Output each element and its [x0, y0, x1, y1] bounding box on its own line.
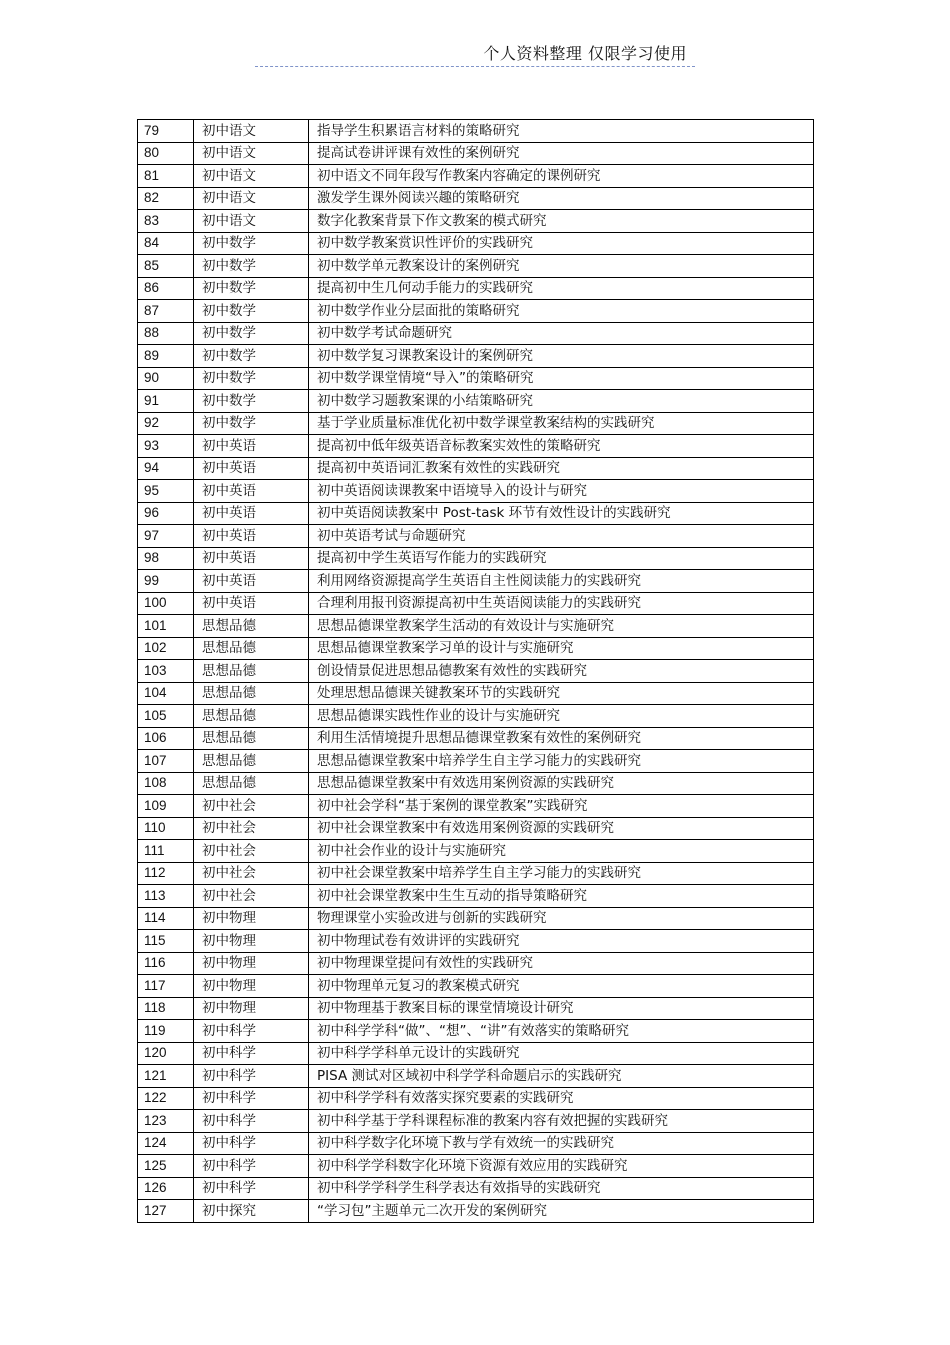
row-subject: 初中科学 — [194, 1087, 309, 1110]
table-row — [138, 1132, 814, 1155]
row-subject: 初中英语 — [194, 435, 309, 458]
row-title: 思想品德课堂教案学习单的设计与实施研究 — [309, 637, 814, 660]
row-number: 102 — [138, 637, 194, 660]
row-subject: 初中英语 — [194, 592, 309, 615]
row-subject: 初中语文 — [194, 120, 309, 143]
table-row — [138, 345, 814, 368]
table-row — [138, 975, 814, 998]
row-number: 101 — [138, 615, 194, 638]
row-subject: 初中科学 — [194, 1065, 309, 1088]
row-subject: 初中数学 — [194, 345, 309, 368]
row-title: 初中英语阅读教案中 Post-task 环节有效性设计的实践研究 — [309, 502, 814, 525]
table-row — [138, 255, 814, 278]
row-subject: 初中探究 — [194, 1200, 309, 1223]
row-title: 提高初中英语词汇教案有效性的实践研究 — [309, 457, 814, 480]
table-body — [138, 120, 814, 1223]
row-title: 初中科学学科“做”、“想”、“讲”有效落实的策略研究 — [309, 1020, 814, 1043]
row-subject: 初中语文 — [194, 187, 309, 210]
row-subject: 初中数学 — [194, 412, 309, 435]
row-subject: 初中科学 — [194, 1042, 309, 1065]
row-title: 初中社会学科“基于案例的课堂教案”实践研究 — [309, 795, 814, 818]
row-title: 初中物理基于教案目标的课堂情境设计研究 — [309, 997, 814, 1020]
row-title: 初中数学单元教案设计的案例研究 — [309, 255, 814, 278]
row-title: 初中数学考试命题研究 — [309, 322, 814, 345]
row-number: 124 — [138, 1132, 194, 1155]
table-row — [138, 412, 814, 435]
row-number: 117 — [138, 975, 194, 998]
row-title: 思想品德课实践性作业的设计与实施研究 — [309, 705, 814, 728]
row-subject: 初中物理 — [194, 997, 309, 1020]
row-subject: 初中社会 — [194, 885, 309, 908]
row-number: 86 — [138, 277, 194, 300]
row-number: 107 — [138, 750, 194, 773]
table-row — [138, 772, 814, 795]
table-row — [138, 525, 814, 548]
row-number: 126 — [138, 1177, 194, 1200]
row-number: 82 — [138, 187, 194, 210]
row-title: 初中社会课堂教案中培养学生自主学习能力的实践研究 — [309, 862, 814, 885]
row-subject: 初中科学 — [194, 1177, 309, 1200]
row-subject: 初中英语 — [194, 547, 309, 570]
table-row — [138, 502, 814, 525]
table-row — [138, 570, 814, 593]
row-number: 87 — [138, 300, 194, 323]
row-title: 初中科学学科数字化环境下资源有效应用的实践研究 — [309, 1155, 814, 1178]
row-number: 95 — [138, 480, 194, 503]
table-row — [138, 817, 814, 840]
row-subject: 思想品德 — [194, 705, 309, 728]
row-subject: 初中科学 — [194, 1155, 309, 1178]
table-row — [138, 390, 814, 413]
row-subject: 初中社会 — [194, 795, 309, 818]
row-title: 思想品德课堂教案学生活动的有效设计与实施研究 — [309, 615, 814, 638]
table-row — [138, 277, 814, 300]
row-title: 初中数学习题教案课的小结策略研究 — [309, 390, 814, 413]
row-number: 115 — [138, 930, 194, 953]
table-row — [138, 435, 814, 458]
row-subject: 初中语文 — [194, 165, 309, 188]
row-number: 89 — [138, 345, 194, 368]
table-row — [138, 682, 814, 705]
row-subject: 初中数学 — [194, 367, 309, 390]
row-title: 数字化教案背景下作文教案的模式研究 — [309, 210, 814, 233]
row-title: 思想品德课堂教案中有效选用案例资源的实践研究 — [309, 772, 814, 795]
row-subject: 思想品德 — [194, 727, 309, 750]
table-row — [138, 120, 814, 143]
table-row — [138, 592, 814, 615]
row-number: 120 — [138, 1042, 194, 1065]
table-row — [138, 322, 814, 345]
row-number: 118 — [138, 997, 194, 1020]
row-title: 初中英语考试与命题研究 — [309, 525, 814, 548]
row-subject: 初中物理 — [194, 907, 309, 930]
row-title: 提高初中低年级英语音标教案实效性的策略研究 — [309, 435, 814, 458]
table-row — [138, 885, 814, 908]
row-number: 106 — [138, 727, 194, 750]
row-subject: 初中数学 — [194, 390, 309, 413]
row-number: 98 — [138, 547, 194, 570]
table-row — [138, 840, 814, 863]
table-row — [138, 210, 814, 233]
row-title: 思想品德课堂教案中培养学生自主学习能力的实践研究 — [309, 750, 814, 773]
row-subject: 思想品德 — [194, 772, 309, 795]
row-title: 初中物理课堂提问有效性的实践研究 — [309, 952, 814, 975]
table-row — [138, 480, 814, 503]
row-number: 84 — [138, 232, 194, 255]
row-subject: 思想品德 — [194, 682, 309, 705]
row-subject: 初中语文 — [194, 142, 309, 165]
row-title: 创设情景促进思想品德教案有效性的实践研究 — [309, 660, 814, 683]
row-title: 提高初中生几何动手能力的实践研究 — [309, 277, 814, 300]
row-subject: 初中数学 — [194, 277, 309, 300]
row-number: 91 — [138, 390, 194, 413]
table-row — [138, 300, 814, 323]
row-number: 108 — [138, 772, 194, 795]
row-title: 初中数学作业分层面批的策略研究 — [309, 300, 814, 323]
row-number: 99 — [138, 570, 194, 593]
row-number: 114 — [138, 907, 194, 930]
table-row — [138, 1065, 814, 1088]
row-number: 79 — [138, 120, 194, 143]
row-number: 103 — [138, 660, 194, 683]
row-subject: 初中英语 — [194, 502, 309, 525]
table-row — [138, 660, 814, 683]
row-subject: 初中英语 — [194, 570, 309, 593]
table-row — [138, 547, 814, 570]
table-row — [138, 997, 814, 1020]
row-subject: 初中物理 — [194, 930, 309, 953]
row-title: 初中社会课堂教案中有效选用案例资源的实践研究 — [309, 817, 814, 840]
table-row — [138, 795, 814, 818]
row-title: 提高试卷讲评课有效性的案例研究 — [309, 142, 814, 165]
row-subject: 初中数学 — [194, 232, 309, 255]
row-subject: 初中物理 — [194, 975, 309, 998]
row-subject: 初中英语 — [194, 457, 309, 480]
row-number: 125 — [138, 1155, 194, 1178]
row-subject: 初中数学 — [194, 322, 309, 345]
table-row — [138, 1087, 814, 1110]
row-title: PISA 测试对区域初中科学学科命题启示的实践研究 — [309, 1065, 814, 1088]
row-number: 109 — [138, 795, 194, 818]
table-row — [138, 862, 814, 885]
page-header — [255, 44, 695, 67]
row-title: 初中物理试卷有效讲评的实践研究 — [309, 930, 814, 953]
table-row — [138, 1155, 814, 1178]
table-row — [138, 1177, 814, 1200]
table-row — [138, 637, 814, 660]
row-number: 105 — [138, 705, 194, 728]
row-number: 110 — [138, 817, 194, 840]
row-title: 初中科学学科学生科学表达有效指导的实践研究 — [309, 1177, 814, 1200]
row-subject: 思想品德 — [194, 637, 309, 660]
row-subject: 初中数学 — [194, 300, 309, 323]
table-row — [138, 727, 814, 750]
row-number: 96 — [138, 502, 194, 525]
row-title: 初中数学教案赏识性评价的实践研究 — [309, 232, 814, 255]
row-number: 122 — [138, 1087, 194, 1110]
row-subject: 初中英语 — [194, 480, 309, 503]
row-subject: 初中科学 — [194, 1020, 309, 1043]
row-title: 处理思想品德课关键教案环节的实践研究 — [309, 682, 814, 705]
row-title: 指导学生积累语言材料的策略研究 — [309, 120, 814, 143]
row-number: 90 — [138, 367, 194, 390]
row-number: 94 — [138, 457, 194, 480]
row-number: 93 — [138, 435, 194, 458]
row-number: 100 — [138, 592, 194, 615]
row-subject: 初中英语 — [194, 525, 309, 548]
row-title: 物理课堂小实验改进与创新的实践研究 — [309, 907, 814, 930]
row-title: 初中英语阅读课教案中语境导入的设计与研究 — [309, 480, 814, 503]
row-title: 初中语文不同年段写作教案内容确定的课例研究 — [309, 165, 814, 188]
table-row — [138, 142, 814, 165]
row-number: 80 — [138, 142, 194, 165]
research-topics-table — [137, 119, 814, 1223]
row-number: 97 — [138, 525, 194, 548]
row-title: 初中科学基于学科课程标准的教案内容有效把握的实践研究 — [309, 1110, 814, 1133]
row-subject: 思想品德 — [194, 750, 309, 773]
table-row — [138, 1020, 814, 1043]
row-number: 112 — [138, 862, 194, 885]
row-title: 基于学业质量标准优化初中数学课堂教案结构的实践研究 — [309, 412, 814, 435]
row-title: 初中数学课堂情境“导入”的策略研究 — [309, 367, 814, 390]
table-row — [138, 1110, 814, 1133]
row-title: 初中科学学科有效落实探究要素的实践研究 — [309, 1087, 814, 1110]
row-number: 119 — [138, 1020, 194, 1043]
table-row — [138, 1042, 814, 1065]
row-subject: 思想品德 — [194, 660, 309, 683]
row-title: 提高初中学生英语写作能力的实践研究 — [309, 547, 814, 570]
row-title: 初中社会课堂教案中生生互动的指导策略研究 — [309, 885, 814, 908]
table-row — [138, 232, 814, 255]
row-number: 121 — [138, 1065, 194, 1088]
table-row — [138, 930, 814, 953]
row-subject: 初中科学 — [194, 1132, 309, 1155]
row-number: 83 — [138, 210, 194, 233]
row-subject: 初中物理 — [194, 952, 309, 975]
table-row — [138, 457, 814, 480]
table-row — [138, 750, 814, 773]
row-subject: 初中科学 — [194, 1110, 309, 1133]
row-subject: 初中语文 — [194, 210, 309, 233]
row-title: 利用生活情境提升思想品德课堂教案有效性的案例研究 — [309, 727, 814, 750]
row-title: 初中数学复习课教案设计的案例研究 — [309, 345, 814, 368]
table-row — [138, 165, 814, 188]
row-title: 激发学生课外阅读兴趣的策略研究 — [309, 187, 814, 210]
row-title: “学习包”主题单元二次开发的案例研究 — [309, 1200, 814, 1223]
row-number: 111 — [138, 840, 194, 863]
row-subject: 初中社会 — [194, 840, 309, 863]
table-row — [138, 367, 814, 390]
row-number: 127 — [138, 1200, 194, 1223]
row-title: 初中社会作业的设计与实施研究 — [309, 840, 814, 863]
row-title: 合理利用报刊资源提高初中生英语阅读能力的实践研究 — [309, 592, 814, 615]
row-number: 113 — [138, 885, 194, 908]
row-number: 85 — [138, 255, 194, 278]
table-row — [138, 952, 814, 975]
row-number: 92 — [138, 412, 194, 435]
row-number: 116 — [138, 952, 194, 975]
table-row — [138, 1200, 814, 1223]
row-title: 初中物理单元复习的教案模式研究 — [309, 975, 814, 998]
row-subject: 初中社会 — [194, 817, 309, 840]
header-text: 个人资料整理 仅限学习使用 — [483, 44, 687, 63]
table-row — [138, 615, 814, 638]
row-title: 初中科学数字化环境下教与学有效统一的实践研究 — [309, 1132, 814, 1155]
row-title: 利用网络资源提高学生英语自主性阅读能力的实践研究 — [309, 570, 814, 593]
row-subject: 初中社会 — [194, 862, 309, 885]
row-number: 88 — [138, 322, 194, 345]
table-row — [138, 705, 814, 728]
row-number: 104 — [138, 682, 194, 705]
row-title: 初中科学学科单元设计的实践研究 — [309, 1042, 814, 1065]
table-row — [138, 907, 814, 930]
row-number: 123 — [138, 1110, 194, 1133]
table-row — [138, 187, 814, 210]
row-number: 81 — [138, 165, 194, 188]
row-subject: 初中数学 — [194, 255, 309, 278]
row-subject: 思想品德 — [194, 615, 309, 638]
